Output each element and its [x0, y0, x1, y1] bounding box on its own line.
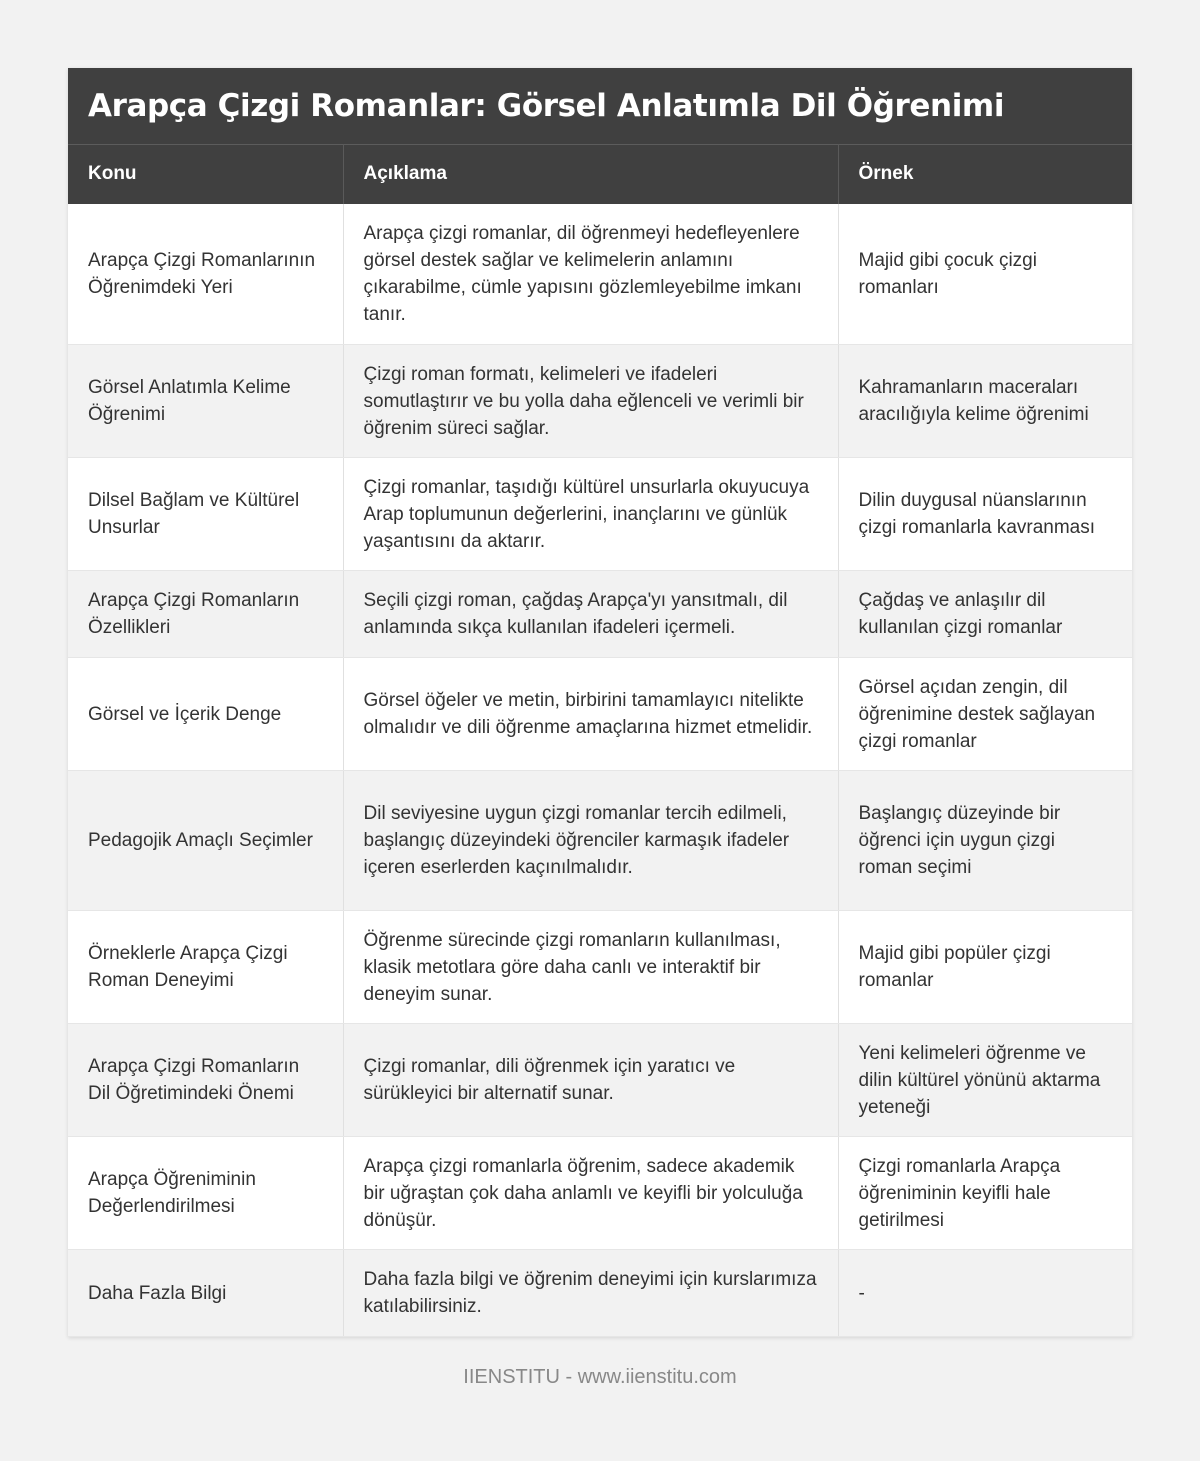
cell-konu: Örneklerle Arapça Çizgi Roman Deneyimi: [68, 911, 343, 1024]
table-row: [68, 345, 1132, 458]
cell-ornek: -: [838, 1250, 1132, 1337]
cell-aciklama: Çizgi roman formatı, kelimeleri ve ifadeleri somutlaştırır ve bu yolla daha eğlenceli ve verimli bir öğrenim süreci sağlar.: [343, 345, 838, 458]
table-row: [68, 458, 1132, 571]
cell-ornek: Başlangıç düzeyinde bir öğrenci için uygun çizgi roman seçimi: [838, 771, 1132, 911]
table-row: [68, 658, 1132, 771]
column-header-konu: Konu: [68, 145, 343, 204]
cell-aciklama: Öğrenme sürecinde çizgi romanların kullanılması, klasik metotlara göre daha canlı ve interaktif bir deneyim sunar.: [343, 911, 838, 1024]
cell-ornek: Dilin duygusal nüanslarının çizgi romanlarla kavranması: [838, 458, 1132, 571]
table-row: [68, 204, 1132, 345]
table-row: [68, 771, 1132, 911]
table-header: [68, 145, 1132, 204]
cell-aciklama: Arapça çizgi romanlar, dil öğrenmeyi hedefleyenlere görsel destek sağlar ve kelimelerin anlamını çıkarabilme, cümle yapısını gözlemleyebilme imkanı tanır.: [343, 204, 838, 345]
cell-aciklama: Dil seviyesine uygun çizgi romanlar tercih edilmeli, başlangıç düzeyindeki öğrenciler karmaşık ifadeler içeren eserlerden kaçınılmalıdır.: [343, 771, 838, 911]
cell-ornek: Majid gibi çocuk çizgi romanları: [838, 204, 1132, 345]
table-card: [68, 68, 1132, 1337]
table-body: [68, 204, 1132, 1337]
cell-aciklama: Görsel öğeler ve metin, birbirini tamamlayıcı nitelikte olmalıdır ve dili öğrenme amaçlarına hizmet etmelidir.: [343, 658, 838, 771]
cell-ornek: Majid gibi popüler çizgi romanlar: [838, 911, 1132, 1024]
cell-aciklama: Daha fazla bilgi ve öğrenim deneyimi için kurslarımıza katılabilirsiniz.: [343, 1250, 838, 1337]
cell-konu: Arapça Çizgi Romanların Özellikleri: [68, 571, 343, 658]
cell-aciklama: Çizgi romanlar, taşıdığı kültürel unsurlarla okuyucuya Arap toplumunun değerlerini, inançlarını ve günlük yaşantısını da aktarır.: [343, 458, 838, 571]
column-header-ornek: Örnek: [838, 145, 1132, 204]
title-bar: [68, 68, 1132, 144]
table-row: [68, 571, 1132, 658]
cell-konu: Arapça Öğreniminin Değerlendirilmesi: [68, 1137, 343, 1250]
cell-ornek: Görsel açıdan zengin, dil öğrenimine destek sağlayan çizgi romanlar: [838, 658, 1132, 771]
table-row: [68, 911, 1132, 1024]
cell-konu: Daha Fazla Bilgi: [68, 1250, 343, 1337]
table-row: [68, 1024, 1132, 1137]
footer-credit: IIENSTITU - www.iienstitu.com: [463, 1366, 737, 1388]
cell-konu: Görsel Anlatımla Kelime Öğrenimi: [68, 345, 343, 458]
column-header-aciklama: Açıklama: [343, 145, 838, 204]
page-title: Arapça Çizgi Romanlar: Görsel Anlatımla Dil Öğrenimi: [88, 88, 1005, 124]
cell-aciklama: Arapça çizgi romanlarla öğrenim, sadece akademik bir uğraştan çok daha anlamlı ve keyifli bir yolculuğa dönüşür.: [343, 1137, 838, 1250]
cell-aciklama: Seçili çizgi roman, çağdaş Arapça'yı yansıtmalı, dil anlamında sıkça kullanılan ifadeleri içermeli.: [343, 571, 838, 658]
cell-konu: Arapça Çizgi Romanlarının Öğrenimdeki Yeri: [68, 204, 343, 345]
table-row: [68, 1250, 1132, 1337]
cell-ornek: Yeni kelimeleri öğrenme ve dilin kültürel yönünü aktarma yeteneği: [838, 1024, 1132, 1137]
cell-aciklama: Çizgi romanlar, dili öğrenmek için yaratıcı ve sürükleyici bir alternatif sunar.: [343, 1024, 838, 1137]
cell-konu: Pedagojik Amaçlı Seçimler: [68, 771, 343, 911]
cell-ornek: Çağdaş ve anlaşılır dil kullanılan çizgi romanlar: [838, 571, 1132, 658]
cell-konu: Arapça Çizgi Romanların Dil Öğretimindeki Önemi: [68, 1024, 343, 1137]
cell-ornek: Kahramanların maceraları aracılığıyla kelime öğrenimi: [838, 345, 1132, 458]
cell-konu: Dilsel Bağlam ve Kültürel Unsurlar: [68, 458, 343, 571]
cell-konu: Görsel ve İçerik Denge: [68, 658, 343, 771]
info-table: [68, 144, 1132, 1337]
cell-ornek: Çizgi romanlarla Arapça öğreniminin keyifli hale getirilmesi: [838, 1137, 1132, 1250]
table-row: [68, 1137, 1132, 1250]
